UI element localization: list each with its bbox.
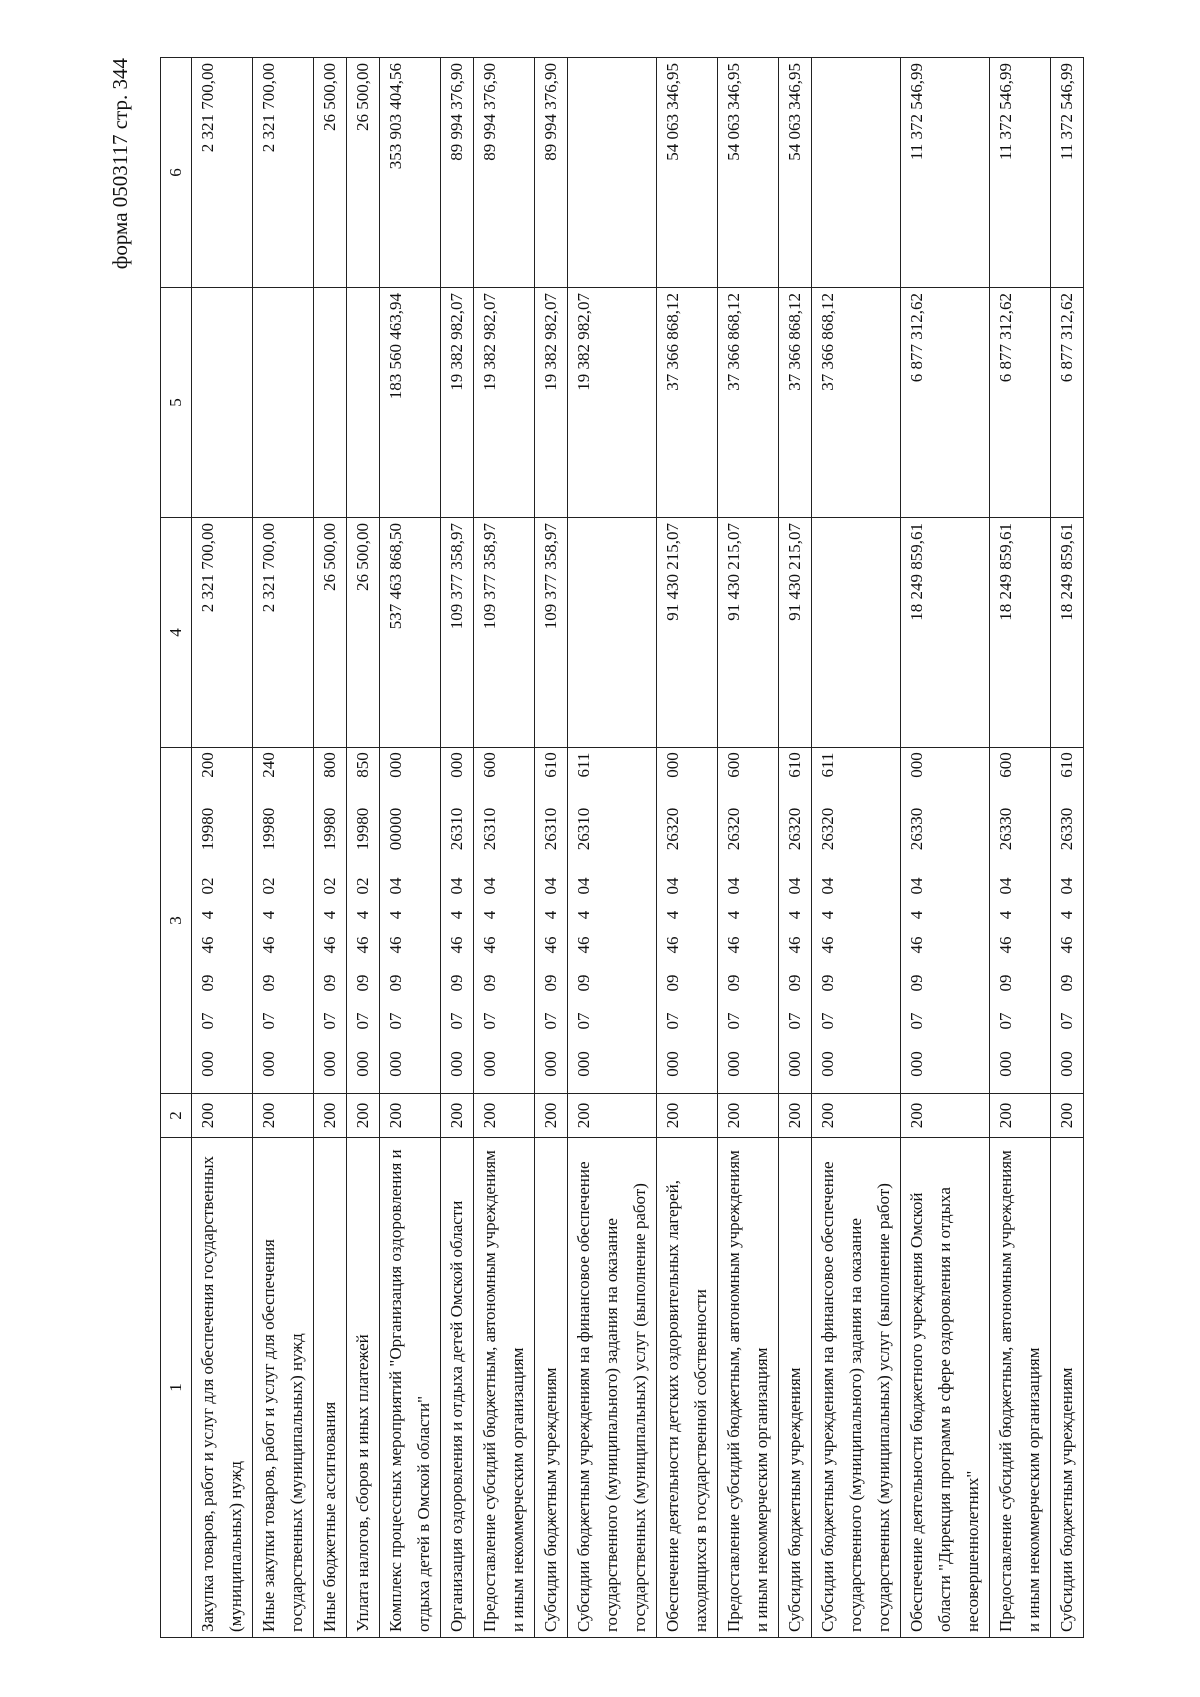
row-kbk-code — [718, 748, 779, 1094]
column-header-1: 1 — [161, 1138, 192, 1638]
kbk-segment: 611 — [818, 752, 837, 778]
table-row — [812, 58, 901, 1638]
kbk-segment: 26320 — [785, 807, 804, 851]
kbk-segment: 4 — [541, 910, 560, 920]
row-col6-value: 11 372 546,99 — [1051, 58, 1084, 288]
kbk-segment: 07 — [320, 1012, 339, 1030]
row-kbk-code — [253, 748, 314, 1094]
column-header-2: 2 — [161, 1094, 192, 1138]
row-col6-value — [812, 58, 901, 288]
kbk-segment: 46 — [320, 936, 339, 954]
budget-table — [160, 57, 1084, 1638]
kbk-segment: 07 — [1057, 1012, 1076, 1030]
table-row — [474, 58, 535, 1638]
kbk-segment: 26310 — [541, 807, 560, 851]
kbk-segment: 600 — [724, 752, 743, 778]
kbk-segment: 07 — [541, 1012, 560, 1030]
kbk-segment: 4 — [574, 910, 593, 920]
kbk-segment: 000 — [541, 1051, 560, 1077]
row-col4-value: 18 249 859,61 — [990, 518, 1051, 748]
kbk-segment: 09 — [818, 974, 837, 992]
kbk-segment: 46 — [353, 936, 372, 954]
report-sheet — [100, 58, 1100, 1638]
row-col6-value: 11 372 546,99 — [990, 58, 1051, 288]
kbk-segment: 04 — [480, 877, 499, 895]
row-col6-value: 89 994 376,90 — [441, 58, 474, 288]
kbk-segment: 000 — [907, 752, 926, 778]
kbk-segment: 000 — [907, 1051, 926, 1077]
row-name: Обеспечение деятельности детских оздоровительных лагерей, находящихся в государственной собственности — [657, 1138, 718, 1638]
row-col6-value: 54 063 346,95 — [657, 58, 718, 288]
kbk-segment: 09 — [907, 974, 926, 992]
row-name: Субсидии бюджетным учреждениям на финансовое обеспечение государственного (муниципального) задания на оказание государственных (муниципальных) услуг (выполнение работ) — [812, 1138, 901, 1638]
kbk-segment: 09 — [480, 974, 499, 992]
kbk-segment: 240 — [259, 752, 278, 778]
kbk-segment: 07 — [480, 1012, 499, 1030]
kbk-segment: 800 — [320, 752, 339, 778]
row-col4-value: 109 377 358,97 — [535, 518, 568, 748]
header-row — [161, 58, 192, 1638]
table-row — [901, 58, 990, 1638]
row-name: Субсидии бюджетным учреждениям — [779, 1138, 812, 1638]
row-kbk-code — [347, 748, 380, 1094]
row-col4-value: 91 430 215,07 — [779, 518, 812, 748]
table-body — [192, 58, 1084, 1638]
kbk-segment: 46 — [480, 936, 499, 954]
row-kbk-code — [657, 748, 718, 1094]
kbk-segment: 02 — [353, 877, 372, 895]
row-col4-value: 2 321 700,00 — [192, 518, 253, 748]
kbk-segment: 09 — [785, 974, 804, 992]
kbk-segment: 000 — [480, 1051, 499, 1077]
row-col6-value: 353 903 404,56 — [380, 58, 441, 288]
row-kbk-code — [990, 748, 1051, 1094]
kbk-segment: 000 — [447, 752, 466, 778]
kbk-segment: 07 — [259, 1012, 278, 1030]
kbk-segment: 04 — [907, 877, 926, 895]
table-row — [347, 58, 380, 1638]
row-col6-value: 2 321 700,00 — [253, 58, 314, 288]
row-kbk-code — [314, 748, 347, 1094]
row-kbk-code — [535, 748, 568, 1094]
column-header-3: 3 — [161, 748, 192, 1094]
kbk-segment: 09 — [447, 974, 466, 992]
kbk-segment: 4 — [320, 910, 339, 920]
kbk-segment: 000 — [996, 1051, 1015, 1077]
kbk-segment: 610 — [541, 752, 560, 778]
row-col5-value: 37 366 868,12 — [779, 288, 812, 518]
kbk-segment: 04 — [996, 877, 1015, 895]
row-line-code: 200 — [253, 1094, 314, 1138]
row-line-code: 200 — [718, 1094, 779, 1138]
row-kbk-code — [1051, 748, 1084, 1094]
row-kbk-code — [568, 748, 657, 1094]
row-col5-value — [253, 288, 314, 518]
row-line-code: 200 — [1051, 1094, 1084, 1138]
kbk-segment: 000 — [785, 1051, 804, 1077]
column-header-4: 4 — [161, 518, 192, 748]
row-col4-value — [568, 518, 657, 748]
kbk-segment: 000 — [574, 1051, 593, 1077]
table-row — [657, 58, 718, 1638]
kbk-segment: 07 — [386, 1012, 405, 1030]
row-line-code: 200 — [779, 1094, 812, 1138]
row-line-code: 200 — [347, 1094, 380, 1138]
kbk-segment: 04 — [541, 877, 560, 895]
row-name: Комплекс процессных мероприятий "Организация оздоровления и отдыха детей в Омской области" — [380, 1138, 441, 1638]
kbk-segment: 26310 — [447, 807, 466, 851]
kbk-segment: 09 — [724, 974, 743, 992]
row-col4-value: 26 500,00 — [314, 518, 347, 748]
kbk-segment: 46 — [663, 936, 682, 954]
row-col5-value: 6 877 312,62 — [1051, 288, 1084, 518]
row-line-code: 200 — [812, 1094, 901, 1138]
row-col4-value: 109 377 358,97 — [441, 518, 474, 748]
row-col5-value: 19 382 982,07 — [568, 288, 657, 518]
kbk-segment: 850 — [353, 752, 372, 778]
kbk-segment: 610 — [1057, 752, 1076, 778]
kbk-segment: 4 — [259, 910, 278, 920]
row-col4-value: 18 249 859,61 — [1051, 518, 1084, 748]
row-col4-value: 2 321 700,00 — [253, 518, 314, 748]
kbk-segment: 4 — [907, 910, 926, 920]
kbk-segment: 600 — [996, 752, 1015, 778]
kbk-segment: 26330 — [996, 807, 1015, 851]
row-line-code: 200 — [990, 1094, 1051, 1138]
row-col4-value — [812, 518, 901, 748]
kbk-segment: 000 — [386, 752, 405, 778]
kbk-segment: 04 — [785, 877, 804, 895]
kbk-segment: 02 — [259, 877, 278, 895]
kbk-segment: 4 — [724, 910, 743, 920]
row-line-code: 200 — [535, 1094, 568, 1138]
row-name: Иные бюджетные ассигнования — [314, 1138, 347, 1638]
kbk-segment: 04 — [1057, 877, 1076, 895]
kbk-segment: 07 — [724, 1012, 743, 1030]
row-line-code: 200 — [314, 1094, 347, 1138]
row-kbk-code — [441, 748, 474, 1094]
table-row — [314, 58, 347, 1638]
kbk-segment: 04 — [663, 877, 682, 895]
row-line-code: 200 — [657, 1094, 718, 1138]
row-col5-value: 19 382 982,07 — [474, 288, 535, 518]
kbk-segment: 4 — [447, 910, 466, 920]
kbk-segment: 07 — [785, 1012, 804, 1030]
row-line-code: 200 — [901, 1094, 990, 1138]
kbk-segment: 09 — [386, 974, 405, 992]
kbk-segment: 19980 — [353, 807, 372, 851]
row-col6-value: 26 500,00 — [314, 58, 347, 288]
row-name: Предоставление субсидий бюджетным, автономным учреждениям и иным некоммерческим организациям — [474, 1138, 535, 1638]
row-col4-value: 109 377 358,97 — [474, 518, 535, 748]
kbk-segment: 000 — [818, 1051, 837, 1077]
kbk-segment: 46 — [818, 936, 837, 954]
kbk-segment: 000 — [353, 1051, 372, 1077]
column-header-5: 5 — [161, 288, 192, 518]
kbk-segment: 09 — [996, 974, 1015, 992]
kbk-segment: 46 — [996, 936, 1015, 954]
row-col5-value — [347, 288, 380, 518]
kbk-segment: 09 — [259, 974, 278, 992]
row-line-code: 200 — [474, 1094, 535, 1138]
kbk-segment: 04 — [386, 877, 405, 895]
row-name: Организация оздоровления и отдыха детей Омской области — [441, 1138, 474, 1638]
kbk-segment: 07 — [198, 1012, 217, 1030]
kbk-segment: 07 — [663, 1012, 682, 1030]
kbk-segment: 04 — [574, 877, 593, 895]
kbk-segment: 09 — [1057, 974, 1076, 992]
row-name: Обеспечение деятельности бюджетного учреждения Омской области "Дирекция программ в сфере оздоровления и отдыха несовершеннолетних" — [901, 1138, 990, 1638]
row-col6-value: 54 063 346,95 — [779, 58, 812, 288]
row-name: Уплата налогов, сборов и иных платежей — [347, 1138, 380, 1638]
kbk-segment: 07 — [574, 1012, 593, 1030]
kbk-segment: 000 — [724, 1051, 743, 1077]
form-header: форма 0503117 стр. 344 — [108, 58, 132, 270]
kbk-segment: 610 — [785, 752, 804, 778]
row-col5-value: 183 560 463,94 — [380, 288, 441, 518]
kbk-segment: 4 — [1057, 910, 1076, 920]
row-name: Иные закупки товаров, работ и услуг для обеспечения государственных (муниципальных) нужд — [253, 1138, 314, 1638]
row-col5-value: 37 366 868,12 — [812, 288, 901, 518]
kbk-segment: 26320 — [818, 807, 837, 851]
row-name: Субсидии бюджетным учреждениям на финансовое обеспечение государственного (муниципального) задания на оказание государственных (муниципальных) услуг (выполнение работ) — [568, 1138, 657, 1638]
kbk-segment: 000 — [1057, 1051, 1076, 1077]
kbk-segment: 04 — [724, 877, 743, 895]
row-line-code: 200 — [441, 1094, 474, 1138]
kbk-segment: 07 — [907, 1012, 926, 1030]
kbk-segment: 19980 — [320, 807, 339, 851]
row-kbk-code — [812, 748, 901, 1094]
kbk-segment: 46 — [198, 936, 217, 954]
kbk-segment: 02 — [320, 877, 339, 895]
kbk-segment: 000 — [386, 1051, 405, 1077]
kbk-segment: 26330 — [907, 807, 926, 851]
kbk-segment: 09 — [320, 974, 339, 992]
kbk-segment: 46 — [1057, 936, 1076, 954]
kbk-segment: 000 — [320, 1051, 339, 1077]
kbk-segment: 09 — [353, 974, 372, 992]
row-col6-value: 89 994 376,90 — [474, 58, 535, 288]
kbk-segment: 09 — [541, 974, 560, 992]
kbk-segment: 000 — [663, 752, 682, 778]
row-col6-value: 11 372 546,99 — [901, 58, 990, 288]
row-col4-value: 18 249 859,61 — [901, 518, 990, 748]
kbk-segment: 26310 — [574, 807, 593, 851]
table-row — [990, 58, 1051, 1638]
table-row — [779, 58, 812, 1638]
kbk-segment: 000 — [447, 1051, 466, 1077]
row-line-code: 200 — [380, 1094, 441, 1138]
kbk-segment: 000 — [198, 1051, 217, 1077]
row-col5-value: 6 877 312,62 — [990, 288, 1051, 518]
kbk-segment: 09 — [198, 974, 217, 992]
kbk-segment: 46 — [574, 936, 593, 954]
row-col4-value: 537 463 868,50 — [380, 518, 441, 748]
kbk-segment: 26320 — [724, 807, 743, 851]
kbk-segment: 04 — [447, 877, 466, 895]
row-col5-value — [314, 288, 347, 518]
kbk-segment: 04 — [818, 877, 837, 895]
kbk-segment: 26310 — [480, 807, 499, 851]
kbk-segment: 02 — [198, 877, 217, 895]
row-line-code: 200 — [568, 1094, 657, 1138]
kbk-segment: 46 — [541, 936, 560, 954]
kbk-segment: 46 — [907, 936, 926, 954]
row-col6-value: 89 994 376,90 — [535, 58, 568, 288]
kbk-segment: 26330 — [1057, 807, 1076, 851]
row-col5-value — [192, 288, 253, 518]
kbk-segment: 4 — [663, 910, 682, 920]
kbk-segment: 46 — [724, 936, 743, 954]
table-row — [192, 58, 253, 1638]
row-line-code: 200 — [192, 1094, 253, 1138]
row-col6-value: 26 500,00 — [347, 58, 380, 288]
row-name: Закупка товаров, работ и услуг для обеспечения государственных (муниципальных) нужд — [192, 1138, 253, 1638]
row-kbk-code — [474, 748, 535, 1094]
kbk-segment: 46 — [259, 936, 278, 954]
kbk-segment: 000 — [259, 1051, 278, 1077]
table-row — [535, 58, 568, 1638]
kbk-segment: 19980 — [198, 807, 217, 851]
row-col5-value: 19 382 982,07 — [535, 288, 568, 518]
row-col4-value: 91 430 215,07 — [657, 518, 718, 748]
kbk-segment: 4 — [386, 910, 405, 920]
kbk-segment: 4 — [353, 910, 372, 920]
row-col5-value: 19 382 982,07 — [441, 288, 474, 518]
row-kbk-code — [380, 748, 441, 1094]
kbk-segment: 09 — [574, 974, 593, 992]
row-col4-value: 91 430 215,07 — [718, 518, 779, 748]
kbk-segment: 4 — [198, 910, 217, 920]
kbk-segment: 00000 — [386, 807, 405, 851]
row-col5-value: 37 366 868,12 — [657, 288, 718, 518]
kbk-segment: 09 — [663, 974, 682, 992]
kbk-segment: 200 — [198, 752, 217, 778]
kbk-segment: 4 — [480, 910, 499, 920]
kbk-segment: 000 — [663, 1051, 682, 1077]
kbk-segment: 600 — [480, 752, 499, 778]
row-kbk-code — [192, 748, 253, 1094]
kbk-segment: 07 — [353, 1012, 372, 1030]
table-row — [441, 58, 474, 1638]
row-col4-value: 26 500,00 — [347, 518, 380, 748]
row-col5-value: 37 366 868,12 — [718, 288, 779, 518]
kbk-segment: 611 — [574, 752, 593, 778]
row-kbk-code — [779, 748, 812, 1094]
row-name: Предоставление субсидий бюджетным, автономным учреждениям и иным некоммерческим организациям — [718, 1138, 779, 1638]
kbk-segment: 26320 — [663, 807, 682, 851]
row-name: Предоставление субсидий бюджетным, автономным учреждениям и иным некоммерческим организациям — [990, 1138, 1051, 1638]
kbk-segment: 07 — [818, 1012, 837, 1030]
row-col5-value: 6 877 312,62 — [901, 288, 990, 518]
row-name: Субсидии бюджетным учреждениям — [535, 1138, 568, 1638]
table-row — [1051, 58, 1084, 1638]
row-col6-value: 2 321 700,00 — [192, 58, 253, 288]
row-name: Субсидии бюджетным учреждениям — [1051, 1138, 1084, 1638]
kbk-segment: 46 — [785, 936, 804, 954]
kbk-segment: 4 — [785, 910, 804, 920]
kbk-segment: 46 — [386, 936, 405, 954]
kbk-segment: 07 — [447, 1012, 466, 1030]
kbk-segment: 46 — [447, 936, 466, 954]
table-row — [718, 58, 779, 1638]
kbk-segment: 19980 — [259, 807, 278, 851]
kbk-segment: 4 — [818, 910, 837, 920]
row-col6-value: 54 063 346,95 — [718, 58, 779, 288]
kbk-segment: 07 — [996, 1012, 1015, 1030]
table-row — [253, 58, 314, 1638]
row-kbk-code — [901, 748, 990, 1094]
table-row — [380, 58, 441, 1638]
table-row — [568, 58, 657, 1638]
column-header-6: 6 — [161, 58, 192, 288]
row-col6-value — [568, 58, 657, 288]
kbk-segment: 4 — [996, 910, 1015, 920]
